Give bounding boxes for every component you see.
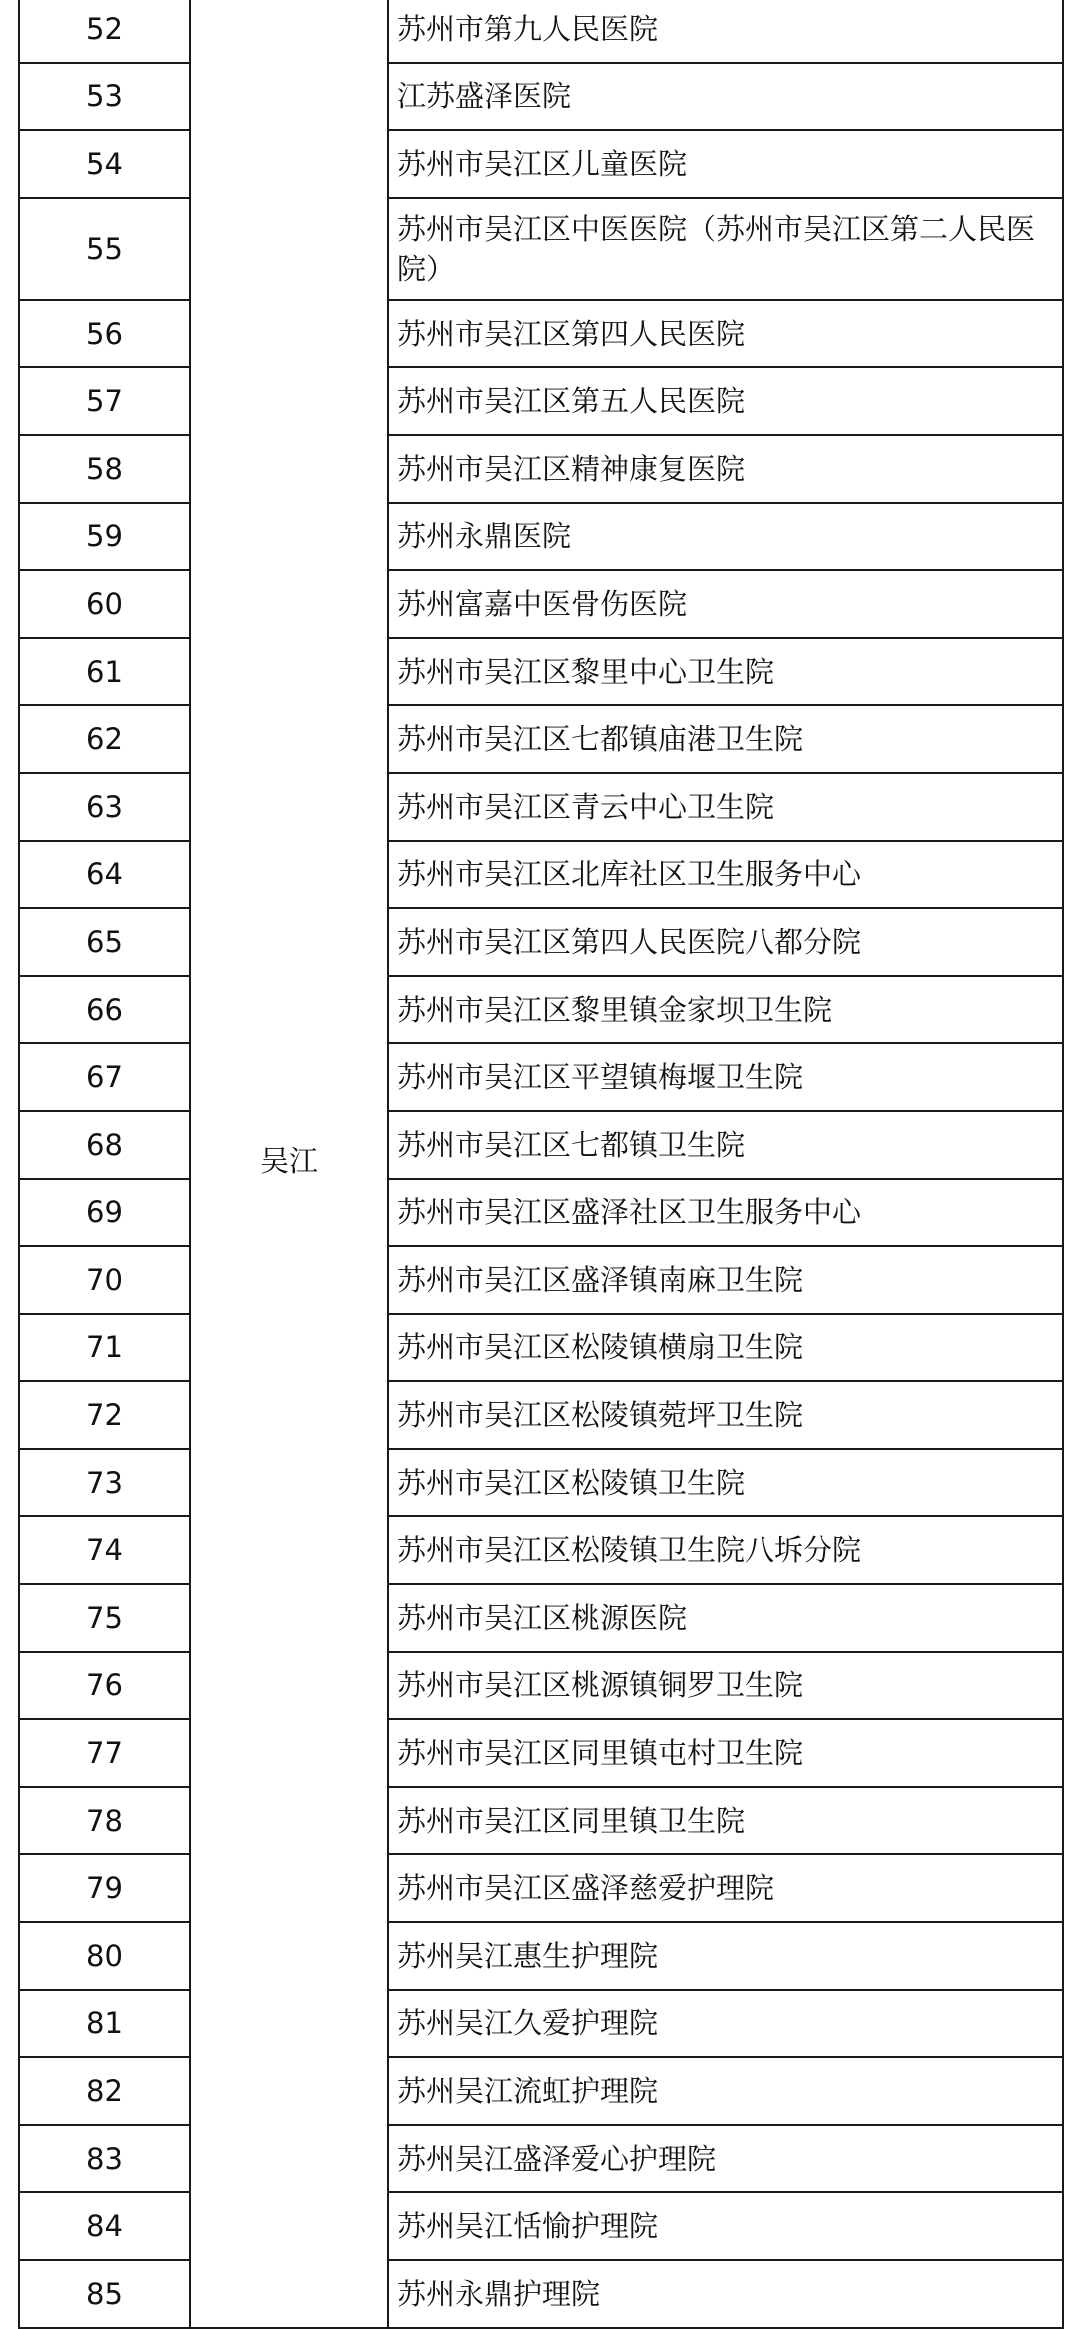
institution-name: 苏州吴江久爱护理院 <box>397 2006 659 2041</box>
institution-name: 苏州吴江流虹护理院 <box>397 2074 659 2109</box>
row-number-cell <box>19 0 190 63</box>
institution-name-cell <box>388 300 1063 368</box>
row-number: 72 <box>86 1398 123 1433</box>
row-number: 57 <box>86 384 123 419</box>
row-number-cell <box>19 841 190 909</box>
institution-name: 苏州吴江惠生护理院 <box>397 1938 659 1973</box>
row-number: 53 <box>86 79 123 114</box>
institution-name-cell <box>388 130 1063 198</box>
table-row <box>19 63 1063 131</box>
table-row <box>19 638 1063 706</box>
row-number: 66 <box>86 992 123 1027</box>
table-row <box>19 2125 1063 2193</box>
institution-name-cell <box>388 1516 1063 1584</box>
row-number: 54 <box>86 146 123 181</box>
row-number: 64 <box>86 857 123 892</box>
row-number-cell <box>19 1719 190 1787</box>
row-number: 63 <box>86 789 123 824</box>
institution-name-cell <box>388 1449 1063 1517</box>
row-number-cell <box>19 367 190 435</box>
table-row <box>19 198 1063 300</box>
hospital-table-body <box>19 0 1063 2328</box>
table-row <box>19 908 1063 976</box>
row-number: 85 <box>86 2276 123 2311</box>
row-number-cell <box>19 773 190 841</box>
institution-name: 苏州市吴江区平望镇梅堰卫生院 <box>397 1060 804 1095</box>
row-number: 84 <box>86 2209 123 2244</box>
row-number-cell <box>19 908 190 976</box>
institution-name-cell <box>388 908 1063 976</box>
institution-name: 苏州市吴江区盛泽慈爱护理院 <box>397 1871 775 1906</box>
institution-name: 苏州市吴江区第四人民医院 <box>397 316 746 351</box>
institution-name-cell <box>388 1381 1063 1449</box>
institution-name-cell <box>388 1314 1063 1382</box>
row-number: 76 <box>86 1668 123 1703</box>
region-label: 吴江 <box>259 1144 318 1179</box>
row-number: 74 <box>86 1533 123 1568</box>
row-number-cell <box>19 638 190 706</box>
institution-name: 苏州富嘉中医骨伤医院 <box>397 586 688 621</box>
institution-name-cell <box>388 2057 1063 2125</box>
table-row <box>19 1179 1063 1247</box>
institution-name-cell <box>388 570 1063 638</box>
table-row <box>19 705 1063 773</box>
row-number: 62 <box>86 722 123 757</box>
row-number-cell <box>19 1111 190 1179</box>
table-row <box>19 1990 1063 2058</box>
row-number: 78 <box>86 1803 123 1838</box>
institution-name-cell <box>388 367 1063 435</box>
institution-name-cell <box>388 2125 1063 2193</box>
table-row <box>19 1449 1063 1517</box>
row-number-cell <box>19 1584 190 1652</box>
institution-name-cell <box>388 1854 1063 1922</box>
table-row <box>19 1719 1063 1787</box>
row-number: 75 <box>86 1600 123 1635</box>
row-number-cell <box>19 1381 190 1449</box>
row-number: 67 <box>86 1060 123 1095</box>
institution-name: 苏州吴江恬愉护理院 <box>397 2209 659 2244</box>
row-number-cell <box>19 1787 190 1855</box>
row-number: 58 <box>86 451 123 486</box>
institution-name-cell <box>388 2260 1063 2328</box>
institution-name-cell <box>388 638 1063 706</box>
institution-name-cell <box>388 198 1063 300</box>
table-row <box>19 435 1063 503</box>
institution-name: 苏州市吴江区青云中心卫生院 <box>397 789 775 824</box>
table-row <box>19 570 1063 638</box>
row-number-cell <box>19 1516 190 1584</box>
institution-name: 苏州永鼎医院 <box>397 519 572 554</box>
row-number-cell <box>19 63 190 131</box>
institution-name: 苏州市吴江区盛泽镇南麻卫生院 <box>397 1262 804 1297</box>
institution-name: 苏州市吴江区中医医院（苏州市吴江区第二人民医院） <box>397 211 1036 286</box>
row-number: 73 <box>86 1465 123 1500</box>
table-row <box>19 1787 1063 1855</box>
table-row <box>19 2057 1063 2125</box>
institution-name: 苏州市吴江区第四人民医院八都分院 <box>397 924 862 959</box>
institution-name: 苏州市第九人民医院 <box>397 11 659 46</box>
institution-name-cell <box>388 2192 1063 2260</box>
institution-name-cell <box>388 705 1063 773</box>
row-number: 77 <box>86 1736 123 1771</box>
institution-name-cell <box>388 976 1063 1044</box>
institution-name: 苏州永鼎护理院 <box>397 2276 601 2311</box>
table-row <box>19 841 1063 909</box>
row-number: 61 <box>86 654 123 689</box>
table-row <box>19 1854 1063 1922</box>
institution-name: 苏州吴江盛泽爱心护理院 <box>397 2141 717 2176</box>
row-number: 65 <box>86 924 123 959</box>
institution-name-cell <box>388 1652 1063 1720</box>
institution-name: 江苏盛泽医院 <box>397 79 572 114</box>
row-number: 56 <box>86 316 123 351</box>
row-number-cell <box>19 130 190 198</box>
institution-name-cell <box>388 1246 1063 1314</box>
institution-name: 苏州市吴江区松陵镇菀坪卫生院 <box>397 1398 804 1433</box>
table-row <box>19 1652 1063 1720</box>
institution-name: 苏州市吴江区精神康复医院 <box>397 451 746 486</box>
table-row <box>19 976 1063 1044</box>
row-number-cell <box>19 435 190 503</box>
institution-name: 苏州市吴江区第五人民医院 <box>397 384 746 419</box>
row-number-cell <box>19 2057 190 2125</box>
institution-name-cell <box>388 1043 1063 1111</box>
row-number-cell <box>19 1246 190 1314</box>
table-row <box>19 2192 1063 2260</box>
row-number: 59 <box>86 519 123 554</box>
row-number: 60 <box>86 586 123 621</box>
institution-name: 苏州市吴江区桃源镇铜罗卫生院 <box>397 1668 804 1703</box>
row-number: 70 <box>86 1262 123 1297</box>
row-number-cell <box>19 300 190 368</box>
institution-name-cell <box>388 1787 1063 1855</box>
institution-name: 苏州市吴江区黎里镇金家坝卫生院 <box>397 992 833 1027</box>
row-number-cell <box>19 705 190 773</box>
table-row <box>19 773 1063 841</box>
row-number-cell <box>19 976 190 1044</box>
institution-name: 苏州市吴江区同里镇屯村卫生院 <box>397 1736 804 1771</box>
institution-name-cell <box>388 503 1063 571</box>
hospital-table <box>18 0 1064 2329</box>
institution-name-cell <box>388 435 1063 503</box>
row-number: 81 <box>86 2006 123 2041</box>
table-row <box>19 1111 1063 1179</box>
institution-name: 苏州市吴江区北库社区卫生服务中心 <box>397 857 862 892</box>
table-row <box>19 503 1063 571</box>
row-number-cell <box>19 1314 190 1382</box>
table-row <box>19 0 1063 63</box>
row-number-cell <box>19 1990 190 2058</box>
institution-name-cell <box>388 1179 1063 1247</box>
row-number: 71 <box>86 1330 123 1365</box>
row-number: 52 <box>86 11 123 46</box>
row-number: 55 <box>86 231 123 266</box>
institution-name-cell <box>388 841 1063 909</box>
row-number-cell <box>19 1179 190 1247</box>
table-row <box>19 1584 1063 1652</box>
table-row <box>19 130 1063 198</box>
institution-name: 苏州市吴江区桃源医院 <box>397 1600 688 1635</box>
institution-name-cell <box>388 1990 1063 2058</box>
row-number-cell <box>19 2260 190 2328</box>
row-number-cell <box>19 1854 190 1922</box>
institution-name: 苏州市吴江区黎里中心卫生院 <box>397 654 775 689</box>
institution-name: 苏州市吴江区盛泽社区卫生服务中心 <box>397 1195 862 1230</box>
row-number: 68 <box>86 1127 123 1162</box>
table-row <box>19 300 1063 368</box>
institution-name-cell <box>388 773 1063 841</box>
row-number-cell <box>19 2125 190 2193</box>
table-row <box>19 1246 1063 1314</box>
institution-name: 苏州市吴江区松陵镇卫生院 <box>397 1465 746 1500</box>
row-number-cell <box>19 1652 190 1720</box>
region-cell <box>190 0 388 2328</box>
institution-name-cell <box>388 1922 1063 1990</box>
row-number-cell <box>19 2192 190 2260</box>
institution-name: 苏州市吴江区儿童医院 <box>397 146 688 181</box>
row-number-cell <box>19 1449 190 1517</box>
row-number: 83 <box>86 2141 123 2176</box>
row-number: 79 <box>86 1871 123 1906</box>
row-number-cell <box>19 503 190 571</box>
row-number-cell <box>19 1043 190 1111</box>
table-row <box>19 1922 1063 1990</box>
table-row <box>19 1381 1063 1449</box>
row-number: 80 <box>86 1938 123 1973</box>
institution-name-cell <box>388 63 1063 131</box>
table-row <box>19 2260 1063 2328</box>
institution-name-cell <box>388 1111 1063 1179</box>
table-row <box>19 1516 1063 1584</box>
institution-name: 苏州市吴江区同里镇卫生院 <box>397 1803 746 1838</box>
institution-name-cell <box>388 1584 1063 1652</box>
row-number-cell <box>19 198 190 300</box>
institution-name: 苏州市吴江区松陵镇卫生院八坼分院 <box>397 1533 862 1568</box>
row-number-cell <box>19 1922 190 1990</box>
row-number: 69 <box>86 1195 123 1230</box>
institution-name-cell <box>388 1719 1063 1787</box>
table-row <box>19 1043 1063 1111</box>
table-row <box>19 1314 1063 1382</box>
table-row <box>19 367 1063 435</box>
institution-name: 苏州市吴江区松陵镇横扇卫生院 <box>397 1330 804 1365</box>
institution-name-cell <box>388 0 1063 63</box>
institution-name: 苏州市吴江区七都镇庙港卫生院 <box>397 722 804 757</box>
row-number-cell <box>19 570 190 638</box>
institution-name: 苏州市吴江区七都镇卫生院 <box>397 1127 746 1162</box>
row-number: 82 <box>86 2074 123 2109</box>
